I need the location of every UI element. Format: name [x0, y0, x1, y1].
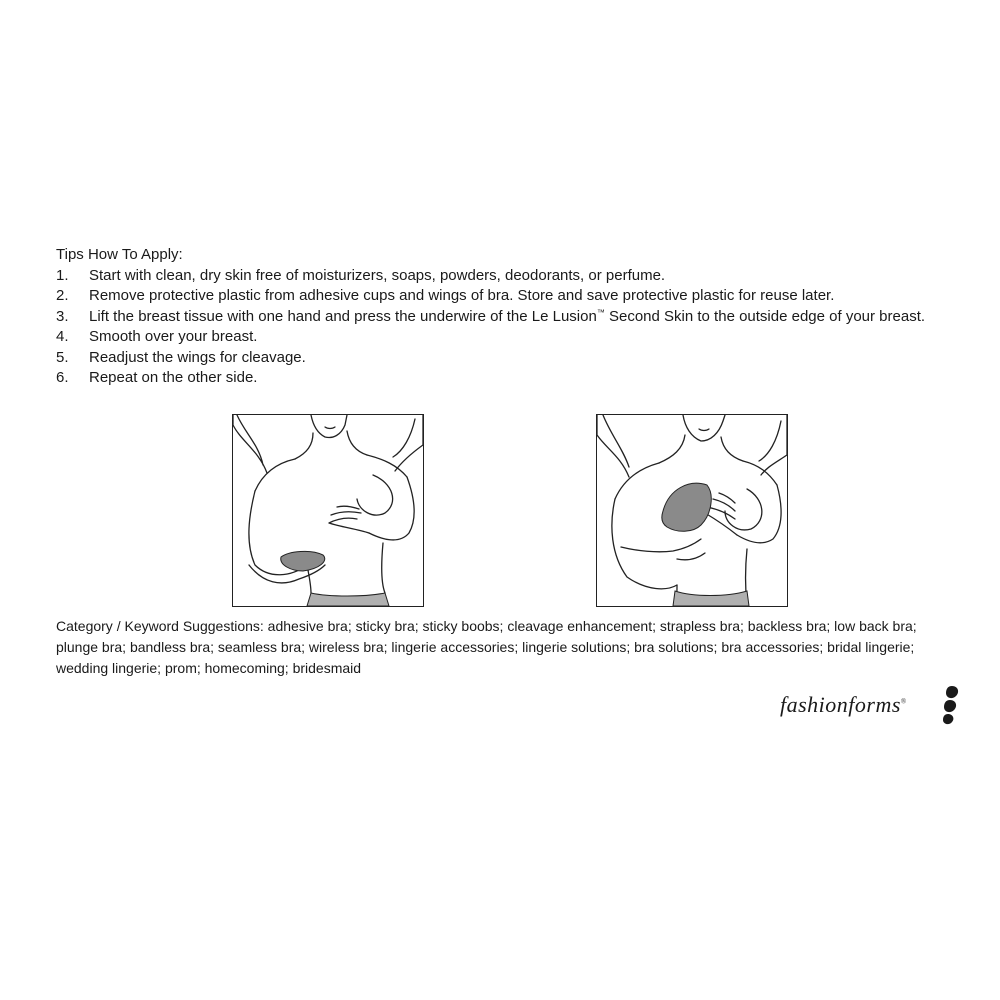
logo-wordmark: fashionforms® — [780, 692, 907, 717]
woman-applying-bra-drawing — [233, 415, 423, 606]
breast-outline — [725, 489, 762, 530]
step-item — [56, 327, 956, 348]
keyword-suggestions: Category / Keyword Suggestions: adhesive bra; sticky bra; sticky boobs; cleavage enhancement; strapless bra; backless bra; low back bra; plunge bra; bandless bra; seamless bra; wireless bra; lingerie accessories; lingerie solutions; bra solutions; bra accessories; bridal lingerie; wedding lingerie; prom; homecoming; bridesmaid — [56, 618, 917, 676]
step-text: Repeat on the other side. — [89, 369, 258, 386]
arm-outline — [369, 477, 414, 540]
neck-outline — [659, 435, 743, 463]
woman-smoothing-bra-drawing — [597, 415, 787, 606]
step-number: 6. — [56, 369, 69, 386]
skirt-shape — [307, 593, 389, 606]
arm-outline — [737, 485, 781, 543]
shoulder-outline — [255, 455, 407, 491]
skirt-shape — [673, 591, 749, 606]
step-text: Remove protective plastic from adhesive cups and wings of bra. Store and save protective plastic for reuse later. — [89, 287, 835, 304]
step-item — [56, 286, 956, 307]
step-text — [89, 307, 956, 328]
application-illustration-2 — [596, 414, 788, 607]
step-item — [56, 368, 956, 389]
step-text-part: Second Skin to the outside edge of your breast. — [604, 307, 926, 325]
step-number: 4. — [56, 328, 69, 345]
hair-outline — [233, 415, 267, 473]
adhesive-cup-shape — [662, 483, 711, 531]
step-text: Smooth over your breast. — [89, 328, 258, 345]
step-number: 2. — [56, 287, 69, 304]
trademark-symbol: ™ — [596, 307, 605, 317]
breast-outline — [357, 475, 393, 515]
steps-list — [56, 266, 956, 389]
neck-outline — [295, 431, 367, 459]
step-item — [56, 348, 956, 369]
hair-outline — [597, 415, 629, 477]
step-number: 3. — [56, 307, 69, 325]
face-outline — [683, 415, 725, 441]
step-number: 5. — [56, 348, 69, 366]
waist-outline — [307, 543, 385, 593]
face-outline — [311, 415, 347, 438]
fashion-forms-logo — [780, 684, 960, 728]
mouth — [325, 427, 335, 429]
step-text-part: Lift the breast tissue with one hand and press the underwire of the Le Lusion — [89, 307, 597, 325]
step-text: Start with clean, dry skin free of moisturizers, soaps, powders, deodorants, or perfume. — [89, 266, 666, 284]
step-item — [56, 307, 956, 328]
mouth — [699, 429, 709, 431]
step-item — [56, 266, 956, 287]
step-text: Readjust the wings for cleavage. — [89, 348, 306, 366]
logo-mark-icon — [940, 684, 962, 728]
step-number: 1. — [56, 266, 69, 284]
adhesive-cup-shape — [281, 551, 325, 571]
hand-outline — [621, 539, 705, 560]
hair-outline — [393, 415, 423, 471]
hair-outline — [759, 415, 787, 475]
tips-section — [56, 245, 956, 389]
application-illustration-1 — [232, 414, 424, 607]
tips-heading: Tips How To Apply: — [56, 246, 183, 263]
